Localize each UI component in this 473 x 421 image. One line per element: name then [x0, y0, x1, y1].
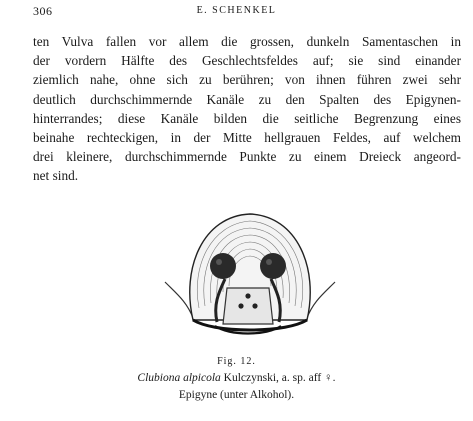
species-authority: Kulczynski, a. sp. aff ♀. — [220, 372, 336, 384]
page-number: 306 — [33, 4, 53, 18]
text-line: net sind. — [33, 168, 79, 184]
figure-description: Epigyne (unter Alkohol). — [178, 389, 295, 401]
left-flank-line — [165, 282, 193, 318]
text-line: ziemlich nahe, ohne sich zu berühren; von ihnen führen zwei sehr — [33, 72, 461, 88]
field-dot-top — [245, 293, 250, 298]
text-line: ten Vulva fallen vor allem die grossen, dunkeln Samentaschen in — [33, 34, 461, 49]
text-line: hinterrandes; diese Kanäle bilden die seitliche Begrenzung eines — [33, 110, 461, 126]
epigyne-illustration — [163, 208, 337, 346]
figure-label: Fig. 12. — [217, 356, 256, 367]
right-spermatheca — [260, 253, 286, 279]
right-flank-line — [307, 282, 335, 318]
running-head: E. SCHENKEL — [196, 5, 277, 16]
field-dot-right — [252, 303, 257, 308]
central-field — [223, 288, 273, 324]
text-line: drei kleinere, durchschimmernde Punkte zu einem Dreieck angeord- — [33, 149, 461, 165]
text-line: der vordern Hälfte des Geschlechtsfeldes auf; sie sind einander — [33, 53, 461, 69]
body-paragraph — [33, 32, 461, 186]
text-line: deutlich durchschimmernde Kanäle zu den Spalten des Epigynen- — [33, 91, 461, 107]
species-name: Clubiona alpicola — [137, 372, 221, 384]
figure-species-caption — [0, 370, 473, 387]
field-dot-left — [238, 303, 243, 308]
left-spermatheca — [210, 253, 236, 279]
text-line: beinahe rechteckigen, in der Mitte hellgrauen Feldes, auf welchem — [33, 130, 461, 146]
